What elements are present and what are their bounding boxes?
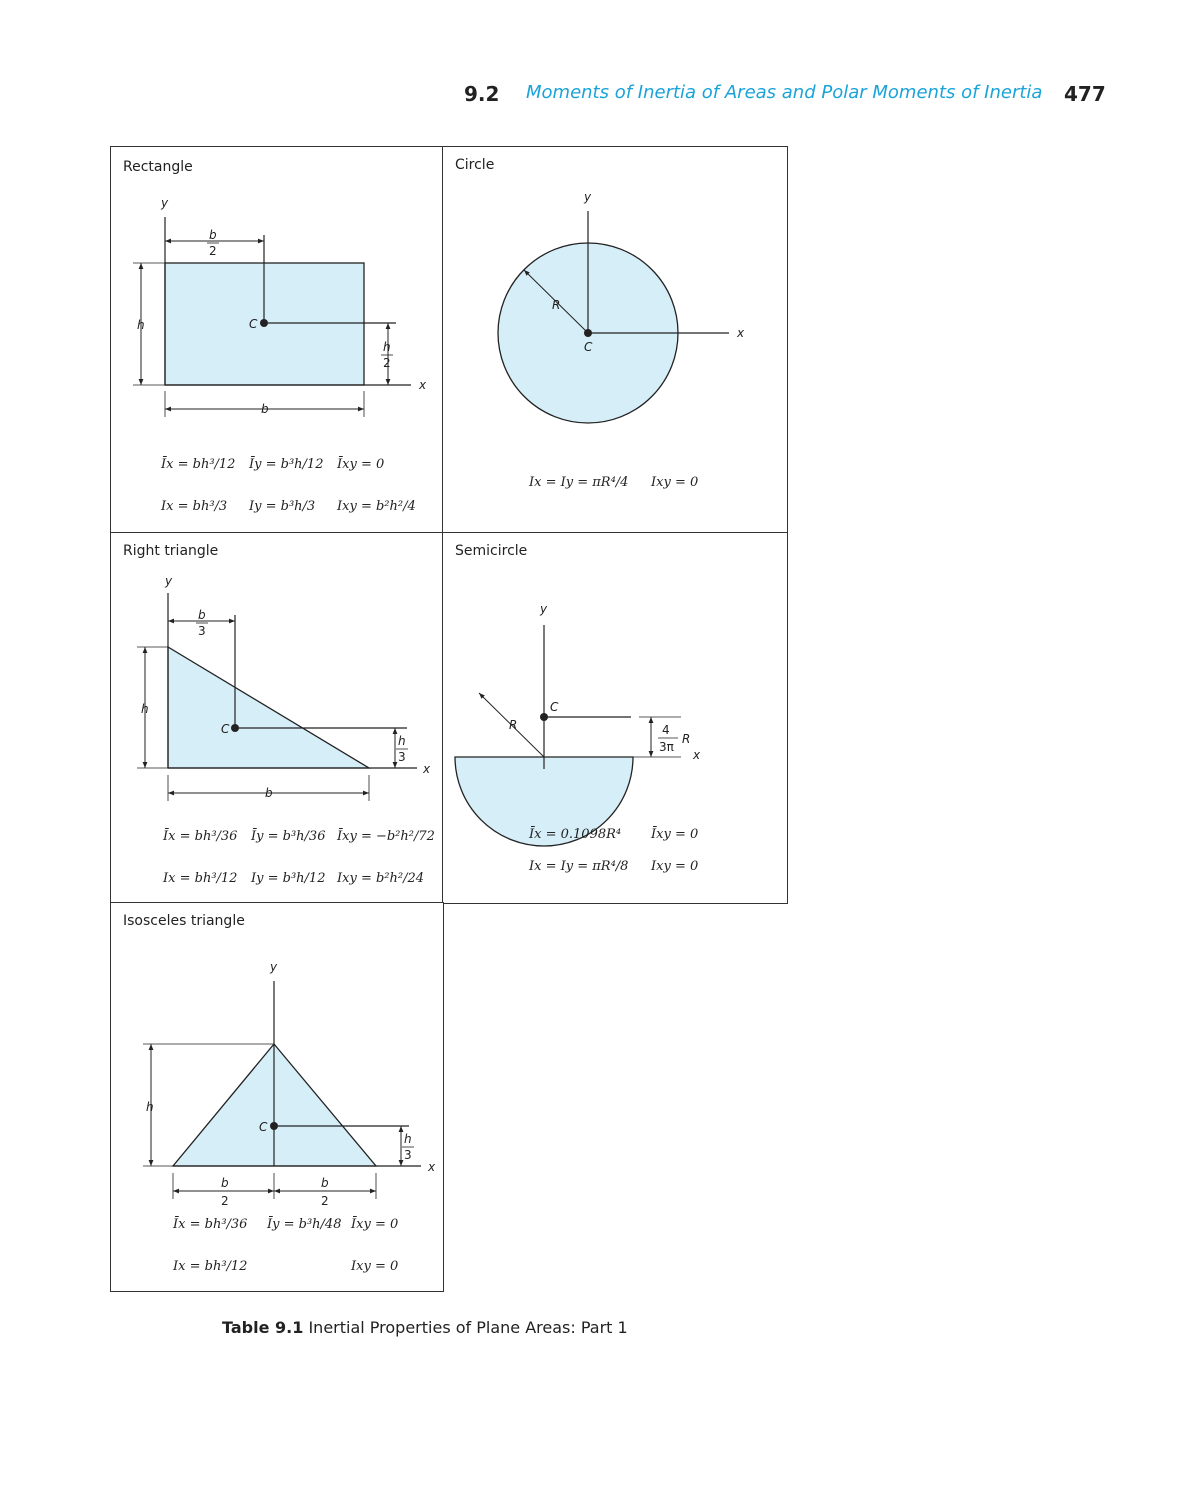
formula-ix-bar: Īx = bh³/36 — [163, 829, 238, 844]
radius-label: R — [509, 718, 518, 732]
dim-h-third-den: 3 — [404, 1148, 412, 1162]
dim-h-third: h — [404, 1132, 412, 1146]
running-header — [0, 80, 1200, 110]
dim-b-half: b — [209, 228, 217, 242]
radius-label: R — [552, 298, 561, 312]
offset-den: 3π — [659, 740, 674, 754]
centroid-label: C — [584, 340, 593, 354]
semicircle-diagram — [443, 533, 789, 905]
cell-title-right-triangle: Right triangle — [123, 543, 219, 559]
dim-h: h — [137, 318, 145, 332]
dim-h-half: h — [383, 340, 391, 354]
formula-ix: Ix = bh³/3 — [161, 499, 228, 514]
formula-ix: Ix = bh³/12 — [173, 1259, 248, 1274]
formula-ixy-bar: Īxy = −b²h²/72 — [337, 829, 435, 844]
dim-b-half-left: b — [221, 1176, 229, 1190]
dim-b-half-right: b — [321, 1176, 329, 1190]
offset-num: 4 — [662, 723, 670, 737]
dim-h: h — [146, 1100, 154, 1114]
dim-b-half-den: 2 — [209, 244, 217, 258]
centroid-label: C — [249, 317, 258, 331]
formula-ixy-bar: Īxy = 0 — [337, 457, 385, 472]
cell-rectangle — [110, 146, 444, 534]
formula-ix-iy: Ix = Iy = πR⁴/8 — [529, 859, 629, 874]
centroid-label: C — [221, 722, 230, 736]
cell-circle — [442, 146, 788, 534]
cell-semicircle — [442, 532, 788, 904]
right-triangle-shape — [168, 647, 369, 768]
formula-iy-bar: Īy = b³h/48 — [267, 1217, 342, 1232]
centroid-dot — [231, 724, 239, 732]
centroid-dot — [260, 319, 268, 327]
centroid-label: C — [550, 700, 559, 714]
isosceles-triangle-diagram — [111, 903, 445, 1293]
formula-iy: Iy = b³h/12 — [251, 871, 326, 886]
dim-b-third: b — [198, 608, 206, 622]
dim-b: b — [265, 786, 273, 800]
centroid-dot — [270, 1122, 278, 1130]
formula-ix-iy: Ix = Iy = πR⁴/4 — [529, 475, 629, 490]
right-triangle-diagram — [111, 533, 445, 905]
dim-h: h — [141, 702, 149, 716]
page-number: 477 — [1064, 82, 1106, 106]
x-axis-label: x — [423, 762, 431, 776]
y-axis-label: y — [165, 574, 173, 588]
formula-ixy-bar: Īxy = 0 — [651, 827, 699, 842]
x-axis-label: x — [737, 326, 745, 340]
y-axis-label: y — [161, 196, 169, 210]
y-axis-label: y — [270, 960, 278, 974]
formula-ixy-bar: Īxy = 0 — [351, 1217, 399, 1232]
inertia-table — [110, 146, 788, 1292]
cell-title-semicircle: Semicircle — [455, 543, 528, 559]
section-title: Moments of Inertia of Areas and Polar Moments of Inertia — [526, 82, 1043, 103]
dim-h-third-den: 3 — [398, 750, 406, 764]
caption-label: Table 9.1 — [222, 1318, 304, 1337]
formula-ix-bar: Īx = bh³/36 — [173, 1217, 248, 1232]
dim-b-half-left-den: 2 — [221, 1194, 229, 1208]
centroid-dot — [584, 329, 592, 337]
cell-title-isosceles-triangle: Isosceles triangle — [123, 913, 245, 929]
centroid-label: C — [259, 1120, 268, 1134]
dim-b: b — [261, 402, 269, 416]
offset-r: R — [682, 732, 691, 746]
y-axis-label: y — [540, 602, 548, 616]
dim-h-half-den: 2 — [383, 356, 391, 370]
cell-title-rectangle: Rectangle — [123, 159, 193, 175]
formula-ixy: Ixy = 0 — [351, 1259, 399, 1274]
x-axis-label: x — [419, 378, 427, 392]
formula-iy: Iy = b³h/3 — [249, 499, 316, 514]
formula-ixy: Ixy = b²h²/4 — [337, 499, 416, 514]
formula-ixy: Ixy = 0 — [651, 475, 699, 490]
formula-iy-bar: Īy = b³h/12 — [249, 457, 324, 472]
table-caption — [222, 1318, 628, 1337]
y-axis-label: y — [584, 190, 592, 204]
formula-iy-bar: Īy = b³h/36 — [251, 829, 326, 844]
dim-b-third-den: 3 — [198, 624, 206, 638]
cell-title-circle: Circle — [455, 157, 495, 173]
cell-right-triangle — [110, 532, 444, 904]
formula-ix-bar: Īx = bh³/12 — [161, 457, 236, 472]
caption-text: Inertial Properties of Plane Areas: Part 1 — [308, 1318, 628, 1337]
formula-ix: Ix = bh³/12 — [163, 871, 238, 886]
x-axis-label: x — [693, 748, 701, 762]
x-axis-label: x — [428, 1160, 436, 1174]
formula-ix-bar: Īx = 0.1098R⁴ — [529, 827, 622, 842]
centroid-dot — [540, 713, 548, 721]
cell-isosceles-triangle — [110, 902, 444, 1292]
dim-b-half-right-den: 2 — [321, 1194, 329, 1208]
formula-ixy: Ixy = b²h²/24 — [337, 871, 425, 886]
rectangle-diagram — [111, 147, 445, 535]
formula-ixy: Ixy = 0 — [651, 859, 699, 874]
dim-h-third: h — [398, 734, 406, 748]
section-number: 9.2 — [464, 82, 500, 106]
